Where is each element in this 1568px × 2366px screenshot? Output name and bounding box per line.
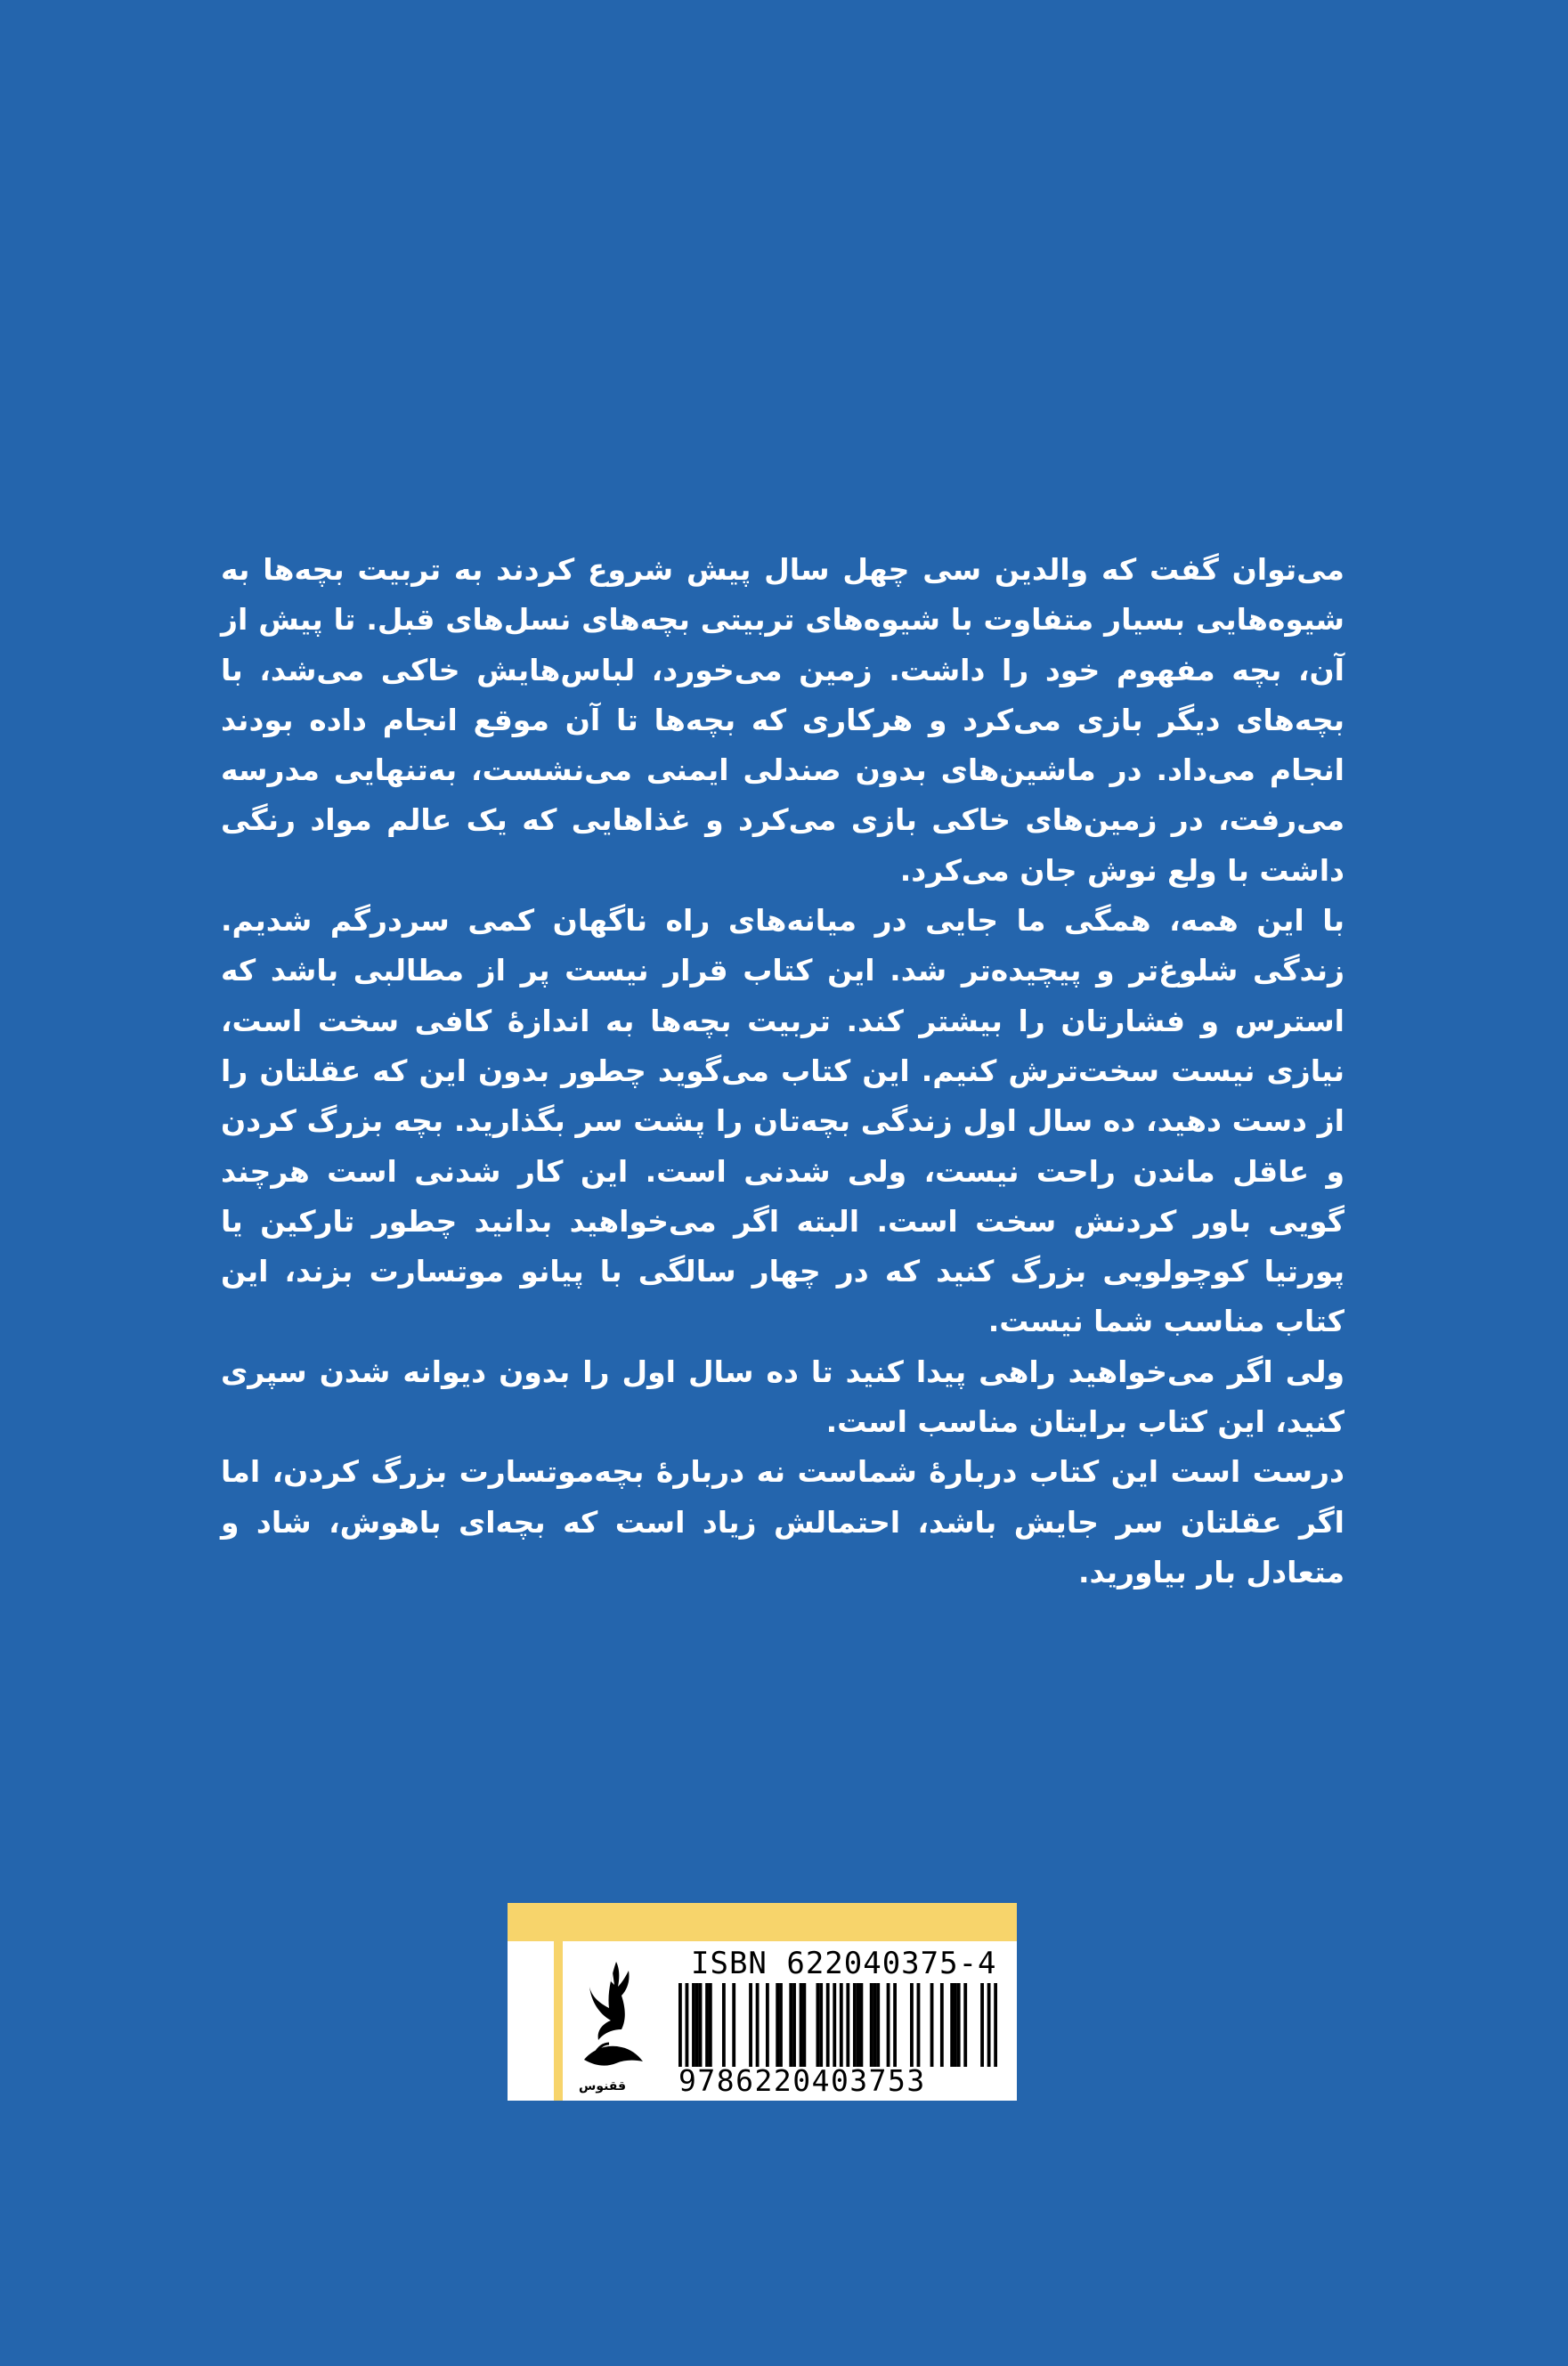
barcode-bar bbox=[699, 1983, 703, 2067]
barcode-bar bbox=[789, 1983, 792, 2067]
phoenix-publisher-logo-icon bbox=[572, 1955, 654, 2088]
barcode-bar bbox=[833, 1983, 836, 2067]
barcode-bar bbox=[853, 1983, 857, 2067]
barcode-bar bbox=[994, 1983, 997, 2067]
barcode-bar bbox=[893, 1983, 897, 2067]
barcode-bar bbox=[917, 1983, 921, 2067]
barcode-bar bbox=[930, 1983, 934, 2067]
blurb-paragraph-2: با این همه، همگی ما جایی در میانه‌های راه ناگهان کمی سردرگم شدیم. زندگی شلوغ‌تر و پیچیده‌تر شد. این کتاب قرار نیست پر از مطالبی باشد که استرس و فشارتان را بیشتر کند. تربیت بچه‌ها به اندازهٔ کافی سخت است، نیازی نیست سخت‌ترش کنیم. این کتاب می‌گوید چطور بدون این که عقلتان را از دست دهید، ده سال اول زندگی بچه‌تان را پشت سر بگذارید. بچه بزرگ کردن و عاقل ماندن راحت نیست، ولی شدنی است. این کار شدنی است هرچند گویی باور کردنش سخت است. البته اگر می‌خواهید بدانید چطور تارکین یا پورتیا کوچولویی بزرگ کنید که در چهار سالگی با پیانو موتسارت بزند، این کتاب مناسب شما نیست. bbox=[221, 903, 1345, 1339]
publisher-logo-lettering: ققنوس bbox=[579, 2079, 627, 2094]
barcode-bar bbox=[980, 1983, 984, 2067]
barcode-bar bbox=[792, 1983, 796, 2067]
barcode-label bbox=[508, 1903, 1017, 2101]
barcode-yellow-band bbox=[508, 1903, 1017, 1941]
barcode-yellow-divider bbox=[554, 1903, 563, 2101]
barcode-bar bbox=[709, 1983, 712, 2067]
barcode-bar bbox=[910, 1983, 914, 2067]
barcode-bar bbox=[870, 1983, 873, 2067]
barcode-bar bbox=[776, 1983, 779, 2067]
barcode-bar bbox=[816, 1983, 820, 2067]
barcode-bar bbox=[766, 1983, 769, 2067]
barcode-bar bbox=[800, 1983, 803, 2067]
barcode-bar bbox=[840, 1983, 843, 2067]
barcode-bar bbox=[887, 1983, 890, 2067]
back-cover-blurb bbox=[221, 545, 1345, 1598]
blurb-paragraph-4: درست است این کتاب دربارهٔ شماست نه دربارهٔ بچه‌موتسارت بزرگ کردن، اما اگر عقلتان سر جایش باشد، احتمالش زیاد است که بچه‌ای باهوش، شاد و متعادل بار بیاورید. bbox=[221, 1454, 1345, 1590]
barcode-bar bbox=[756, 1983, 760, 2067]
barcode-bar bbox=[954, 1983, 957, 2067]
barcode-bar bbox=[873, 1983, 877, 2067]
blurb-paragraph-3: ولی اگر می‌خواهید راهی پیدا کنید تا ده سال اول را بدون دیوانه شدن سپری کنید، این کتاب برایتان مناسب است. bbox=[221, 1354, 1345, 1440]
barcode-bar bbox=[749, 1983, 752, 2067]
barcode-bar bbox=[686, 1983, 689, 2067]
barcode-bar bbox=[859, 1983, 863, 2067]
barcode-bar bbox=[987, 1983, 991, 2067]
barcode-bar bbox=[802, 1983, 806, 2067]
barcode-bar bbox=[876, 1983, 880, 2067]
barcode-bar bbox=[695, 1983, 699, 2067]
barcode-bar bbox=[732, 1983, 735, 2067]
barcode-bar bbox=[779, 1983, 783, 2067]
barcode-bar bbox=[957, 1983, 961, 2067]
barcode-bar bbox=[846, 1983, 849, 2067]
blurb-paragraph-1: می‌توان گفت که والدین سی چهل سال پیش شروع کردند به تربیت بچه‌ها به شیوه‌هایی بسیار متفاوت با شیوه‌های تربیتی بچه‌های نسل‌های قبل. تا پیش از آن، بچه مفهوم خود را داشت. زمین می‌خورد، لباس‌هایش خاکی می‌شد، با بچه‌های دیگر بازی می‌کرد و هرکاری که بچه‌ها تا آن موقع انجام داده بودند انجام می‌داد. در ماشین‌های بدون صندلی ایمنی می‌نشست، به‌تنهایی مدرسه می‌رفت، در زمین‌های خاکی بازی می‌کرد و غذاهایی که یک عالم مواد رنگی داشت با ولع نوش جان می‌کرد. bbox=[221, 552, 1345, 888]
barcode-bar bbox=[826, 1983, 830, 2067]
barcode-bars bbox=[678, 1983, 997, 2067]
barcode-bar bbox=[950, 1983, 954, 2067]
barcode-bar bbox=[819, 1983, 823, 2067]
barcode-bar bbox=[692, 1983, 695, 2067]
barcode-bar bbox=[678, 1983, 682, 2067]
isbn-number: ISBN 622040375-4 bbox=[691, 1946, 997, 1981]
barcode-bar bbox=[722, 1983, 726, 2067]
barcode-bar bbox=[940, 1983, 944, 2067]
ean-digits: 9786220403753 bbox=[678, 2063, 926, 2098]
barcode-bar bbox=[705, 1983, 709, 2067]
barcode-bar bbox=[963, 1983, 967, 2067]
barcode-bar bbox=[857, 1983, 860, 2067]
